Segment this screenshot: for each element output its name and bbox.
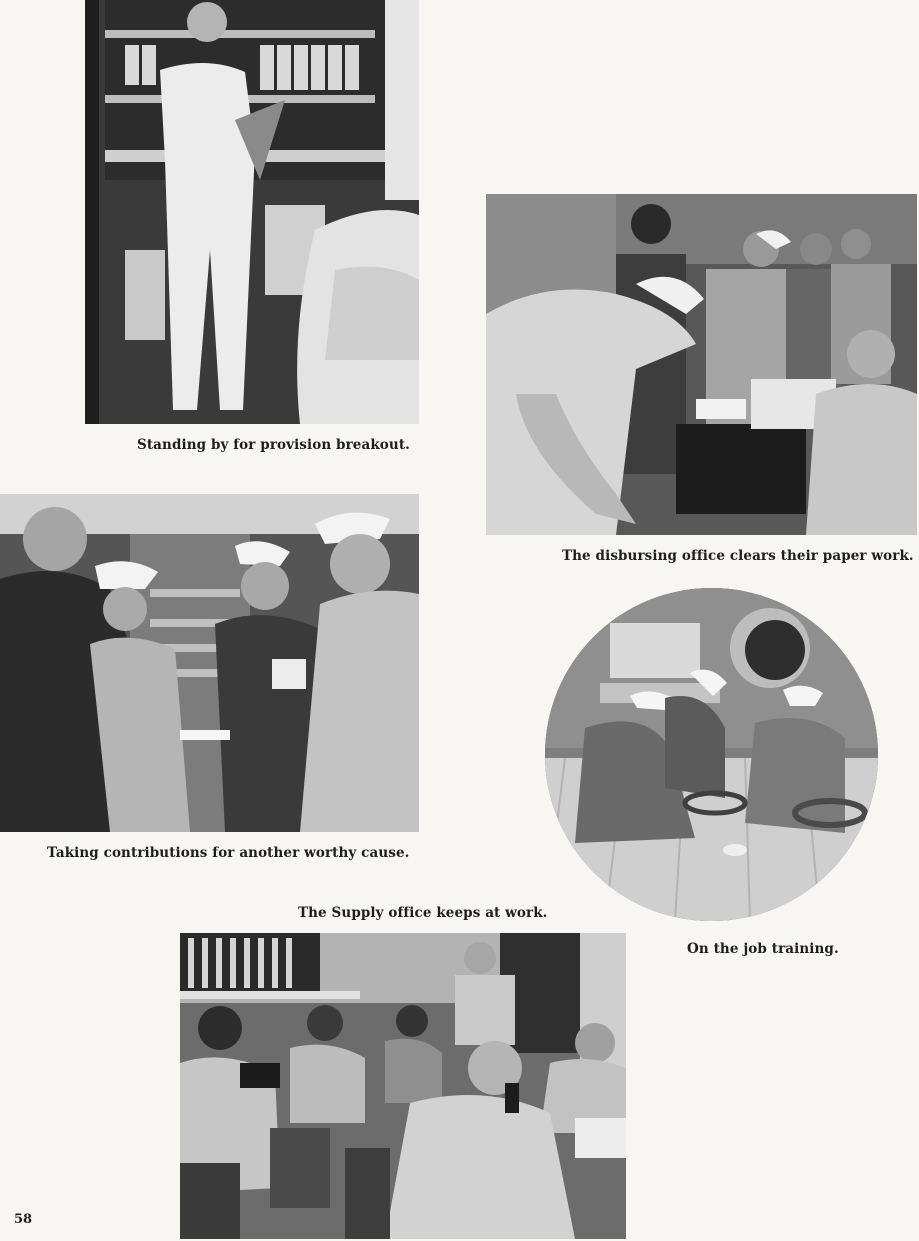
photo-job-training [545,588,878,921]
caption-supply-office: The Supply office keeps at work. [298,905,548,921]
photo-supply-office [180,933,626,1239]
photo-contributions [0,494,419,832]
caption-disbursing-office: The disbursing office clears their paper work. [562,548,914,564]
caption-job-training: On the job training. [687,941,839,957]
photo-provision-storeroom [85,0,419,424]
photo-disbursing-office [486,194,917,535]
page-number: 58 [14,1212,33,1227]
caption-provision-breakout: Standing by for provision breakout. [137,437,410,453]
caption-contributions: Taking contributions for another worthy cause. [47,845,410,861]
